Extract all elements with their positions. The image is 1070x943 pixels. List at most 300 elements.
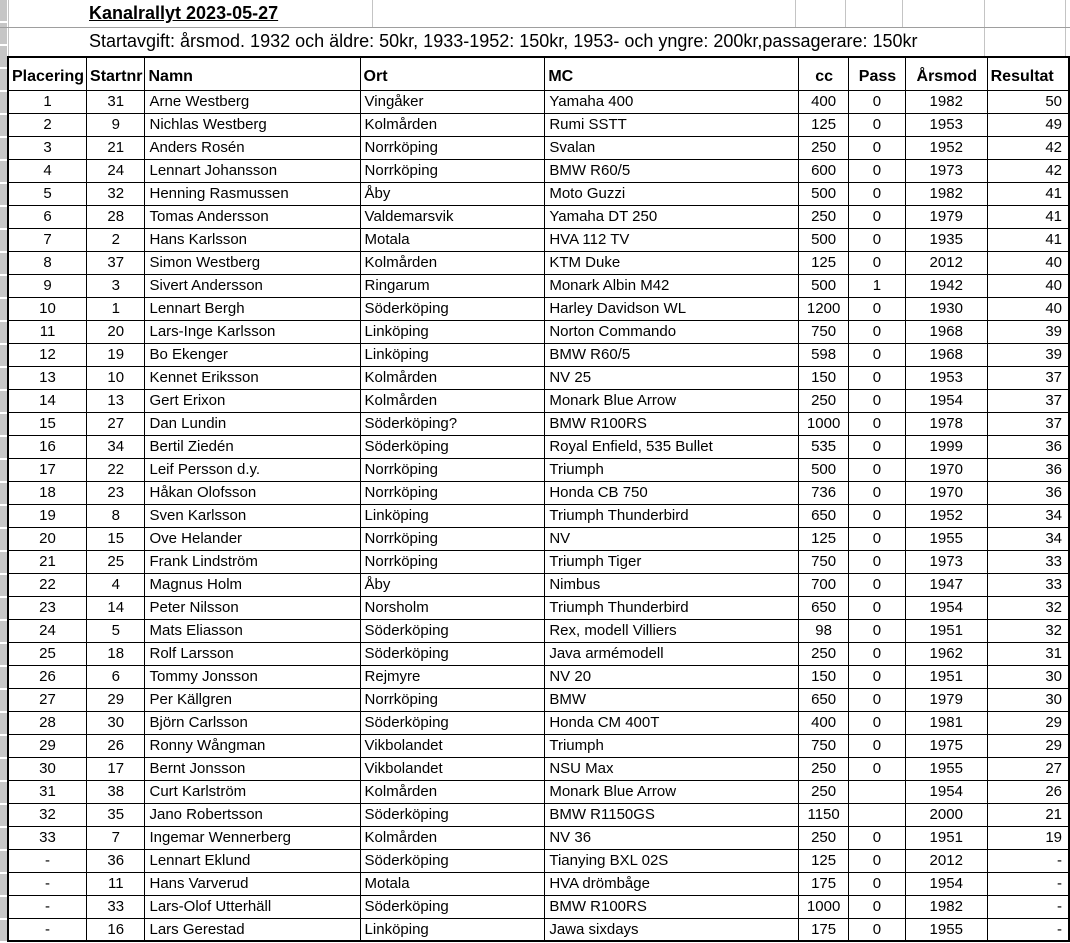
cell-ort[interactable]: Valdemarsvik	[360, 205, 545, 228]
cell-ort[interactable]: Söderköping	[360, 803, 545, 826]
cell-resultat[interactable]: 34	[987, 504, 1069, 527]
cell-startnr[interactable]: 19	[87, 343, 145, 366]
cell-placering[interactable]: 9	[8, 274, 87, 297]
cell-ort[interactable]: Ringarum	[360, 274, 545, 297]
cell-placering[interactable]: 27	[8, 688, 87, 711]
cell-mc[interactable]: NV 36	[545, 826, 799, 849]
cell-resultat[interactable]: 30	[987, 665, 1069, 688]
cell-mc[interactable]: Svalan	[545, 136, 799, 159]
cell-resultat[interactable]: 21	[987, 803, 1069, 826]
cell-cc[interactable]: 125	[799, 849, 849, 872]
cell-resultat[interactable]: 41	[987, 228, 1069, 251]
cell-mc[interactable]: Yamaha 400	[545, 90, 799, 113]
cell-ort[interactable]: Vingåker	[360, 90, 545, 113]
cell-placering[interactable]: 5	[8, 182, 87, 205]
cell-ort[interactable]: Norsholm	[360, 596, 545, 619]
cell-resultat[interactable]: 40	[987, 274, 1069, 297]
cell-namn[interactable]: Peter Nilsson	[145, 596, 360, 619]
cell-placering[interactable]: 22	[8, 573, 87, 596]
cell-mc[interactable]: Triumph	[545, 458, 799, 481]
cell-resultat[interactable]: 42	[987, 136, 1069, 159]
cell-startnr[interactable]: 32	[87, 182, 145, 205]
cell-startnr[interactable]: 7	[87, 826, 145, 849]
cell-startnr[interactable]: 20	[87, 320, 145, 343]
cell-startnr[interactable]: 25	[87, 550, 145, 573]
cell-cc[interactable]: 175	[799, 918, 849, 941]
cell-pass[interactable]: 0	[849, 550, 906, 573]
cell-mc[interactable]: Nimbus	[545, 573, 799, 596]
cell-arsmod[interactable]: 1970	[905, 458, 987, 481]
cell-pass[interactable]: 0	[849, 642, 906, 665]
cell-ort[interactable]: Söderköping	[360, 297, 545, 320]
cell-namn[interactable]: Hans Karlsson	[145, 228, 360, 251]
cell-arsmod[interactable]: 1970	[905, 481, 987, 504]
cell-arsmod[interactable]: 1978	[905, 412, 987, 435]
column-header-pass[interactable]: Pass	[849, 57, 906, 90]
cell-resultat[interactable]: 33	[987, 550, 1069, 573]
cell-namn[interactable]: Ingemar Wennerberg	[145, 826, 360, 849]
cell-ort[interactable]: Söderköping	[360, 895, 545, 918]
cell-pass[interactable]: 0	[849, 573, 906, 596]
cell-arsmod[interactable]: 1982	[905, 90, 987, 113]
cell-startnr[interactable]: 35	[87, 803, 145, 826]
cell-cc[interactable]: 150	[799, 366, 849, 389]
cell-arsmod[interactable]: 1942	[905, 274, 987, 297]
cell-mc[interactable]: BMW R60/5	[545, 159, 799, 182]
cell-placering[interactable]: -	[8, 849, 87, 872]
cell-namn[interactable]: Gert Erixon	[145, 389, 360, 412]
cell-cc[interactable]: 500	[799, 274, 849, 297]
column-header-resultat[interactable]: Resultat	[987, 57, 1069, 90]
cell-ort[interactable]: Kolmården	[360, 780, 545, 803]
cell-resultat[interactable]: 36	[987, 481, 1069, 504]
fee-info-cell[interactable]: Startavgift: årsmod. 1932 och äldre: 50kr, 1933-1952: 150kr, 1953- och yngre: 200kr,passagerare: 150kr	[89, 28, 923, 55]
cell-namn[interactable]: Lars-Olof Utterhäll	[145, 895, 360, 918]
cell-pass[interactable]: 0	[849, 688, 906, 711]
cell-resultat[interactable]: 49	[987, 113, 1069, 136]
cell-arsmod[interactable]: 1979	[905, 205, 987, 228]
cell-arsmod[interactable]: 1935	[905, 228, 987, 251]
cell-mc[interactable]: Tianying BXL 02S	[545, 849, 799, 872]
cell-cc[interactable]: 400	[799, 90, 849, 113]
cell-mc[interactable]: NSU Max	[545, 757, 799, 780]
cell-arsmod[interactable]: 1954	[905, 780, 987, 803]
cell-pass[interactable]: 0	[849, 757, 906, 780]
cell-namn[interactable]: Simon Westberg	[145, 251, 360, 274]
cell-resultat[interactable]: 41	[987, 182, 1069, 205]
cell-cc[interactable]: 125	[799, 251, 849, 274]
cell-mc[interactable]: Triumph Tiger	[545, 550, 799, 573]
cell-namn[interactable]: Henning Rasmussen	[145, 182, 360, 205]
cell-ort[interactable]: Norrköping	[360, 481, 545, 504]
cell-mc[interactable]: BMW R60/5	[545, 343, 799, 366]
cell-pass[interactable]: 0	[849, 228, 906, 251]
cell-placering[interactable]: 32	[8, 803, 87, 826]
cell-resultat[interactable]: -	[987, 918, 1069, 941]
cell-pass[interactable]: 0	[849, 872, 906, 895]
cell-mc[interactable]: Honda CM 400T	[545, 711, 799, 734]
cell-startnr[interactable]: 30	[87, 711, 145, 734]
cell-resultat[interactable]: 36	[987, 435, 1069, 458]
cell-mc[interactable]: Norton Commando	[545, 320, 799, 343]
cell-namn[interactable]: Leif Persson d.y.	[145, 458, 360, 481]
cell-namn[interactable]: Curt Karlström	[145, 780, 360, 803]
cell-cc[interactable]: 750	[799, 550, 849, 573]
cell-ort[interactable]: Motala	[360, 872, 545, 895]
cell-ort[interactable]: Linköping	[360, 918, 545, 941]
cell-startnr[interactable]: 10	[87, 366, 145, 389]
cell-mc[interactable]: Triumph Thunderbird	[545, 596, 799, 619]
cell-startnr[interactable]: 24	[87, 159, 145, 182]
cell-placering[interactable]: 13	[8, 366, 87, 389]
cell-cc[interactable]: 1200	[799, 297, 849, 320]
cell-namn[interactable]: Ove Helander	[145, 527, 360, 550]
cell-placering[interactable]: 2	[8, 113, 87, 136]
cell-ort[interactable]: Linköping	[360, 343, 545, 366]
cell-namn[interactable]: Jano Robertsson	[145, 803, 360, 826]
cell-namn[interactable]: Hans Varverud	[145, 872, 360, 895]
cell-ort[interactable]: Vikbolandet	[360, 734, 545, 757]
cell-resultat[interactable]: 40	[987, 251, 1069, 274]
cell-resultat[interactable]: -	[987, 872, 1069, 895]
cell-mc[interactable]: Yamaha DT 250	[545, 205, 799, 228]
cell-startnr[interactable]: 18	[87, 642, 145, 665]
cell-ort[interactable]: Söderköping?	[360, 412, 545, 435]
cell-cc[interactable]: 150	[799, 665, 849, 688]
cell-resultat[interactable]: 41	[987, 205, 1069, 228]
cell-namn[interactable]: Rolf Larsson	[145, 642, 360, 665]
cell-resultat[interactable]: 37	[987, 389, 1069, 412]
cell-mc[interactable]: Honda CB 750	[545, 481, 799, 504]
cell-startnr[interactable]: 21	[87, 136, 145, 159]
cell-mc[interactable]: BMW R100RS	[545, 895, 799, 918]
cell-cc[interactable]: 500	[799, 182, 849, 205]
cell-pass[interactable]: 0	[849, 343, 906, 366]
cell-resultat[interactable]: 32	[987, 596, 1069, 619]
cell-startnr[interactable]: 38	[87, 780, 145, 803]
cell-pass[interactable]: 1	[849, 274, 906, 297]
cell-startnr[interactable]: 13	[87, 389, 145, 412]
cell-pass[interactable]: 0	[849, 665, 906, 688]
cell-namn[interactable]: Lennart Johansson	[145, 159, 360, 182]
cell-startnr[interactable]: 1	[87, 297, 145, 320]
cell-ort[interactable]: Linköping	[360, 320, 545, 343]
cell-placering[interactable]: 31	[8, 780, 87, 803]
column-header-ort[interactable]: Ort	[360, 57, 545, 90]
cell-arsmod[interactable]: 1955	[905, 757, 987, 780]
cell-ort[interactable]: Norrköping	[360, 159, 545, 182]
cell-placering[interactable]: -	[8, 872, 87, 895]
cell-mc[interactable]: NV	[545, 527, 799, 550]
cell-ort[interactable]: Motala	[360, 228, 545, 251]
cell-placering[interactable]: 30	[8, 757, 87, 780]
cell-mc[interactable]: KTM Duke	[545, 251, 799, 274]
cell-placering[interactable]: 14	[8, 389, 87, 412]
cell-resultat[interactable]: 29	[987, 711, 1069, 734]
cell-namn[interactable]: Bertil Ziedén	[145, 435, 360, 458]
cell-resultat[interactable]: 34	[987, 527, 1069, 550]
cell-ort[interactable]: Norrköping	[360, 550, 545, 573]
cell-arsmod[interactable]: 1955	[905, 918, 987, 941]
cell-pass[interactable]: 0	[849, 826, 906, 849]
cell-cc[interactable]: 250	[799, 757, 849, 780]
cell-startnr[interactable]: 29	[87, 688, 145, 711]
cell-resultat[interactable]: 37	[987, 412, 1069, 435]
cell-ort[interactable]: Söderköping	[360, 619, 545, 642]
cell-resultat[interactable]: -	[987, 849, 1069, 872]
column-header-mc[interactable]: MC	[545, 57, 799, 90]
cell-arsmod[interactable]: 1982	[905, 895, 987, 918]
cell-placering[interactable]: 3	[8, 136, 87, 159]
cell-startnr[interactable]: 3	[87, 274, 145, 297]
cell-startnr[interactable]: 2	[87, 228, 145, 251]
cell-namn[interactable]: Anders Rosén	[145, 136, 360, 159]
column-header-placering[interactable]: Placering	[8, 57, 87, 90]
cell-pass[interactable]: 0	[849, 527, 906, 550]
cell-cc[interactable]: 250	[799, 389, 849, 412]
cell-placering[interactable]: -	[8, 895, 87, 918]
cell-ort[interactable]: Söderköping	[360, 711, 545, 734]
cell-arsmod[interactable]: 1982	[905, 182, 987, 205]
cell-resultat[interactable]: 39	[987, 343, 1069, 366]
cell-pass[interactable]: 0	[849, 366, 906, 389]
cell-pass[interactable]: 0	[849, 734, 906, 757]
cell-arsmod[interactable]: 1954	[905, 596, 987, 619]
cell-cc[interactable]: 125	[799, 527, 849, 550]
column-header-namn[interactable]: Namn	[145, 57, 360, 90]
cell-startnr[interactable]: 15	[87, 527, 145, 550]
cell-startnr[interactable]: 23	[87, 481, 145, 504]
cell-pass[interactable]: 0	[849, 320, 906, 343]
column-header-cc[interactable]: cc	[799, 57, 849, 90]
cell-resultat[interactable]: 27	[987, 757, 1069, 780]
cell-ort[interactable]: Vikbolandet	[360, 757, 545, 780]
cell-startnr[interactable]: 27	[87, 412, 145, 435]
cell-placering[interactable]: 8	[8, 251, 87, 274]
cell-pass[interactable]: 0	[849, 251, 906, 274]
cell-resultat[interactable]: 37	[987, 366, 1069, 389]
cell-mc[interactable]: Java armémodell	[545, 642, 799, 665]
cell-arsmod[interactable]: 1955	[905, 527, 987, 550]
cell-arsmod[interactable]: 1930	[905, 297, 987, 320]
cell-namn[interactable]: Ronny Wångman	[145, 734, 360, 757]
cell-startnr[interactable]: 31	[87, 90, 145, 113]
cell-arsmod[interactable]: 1973	[905, 159, 987, 182]
cell-startnr[interactable]: 36	[87, 849, 145, 872]
cell-startnr[interactable]: 37	[87, 251, 145, 274]
cell-resultat[interactable]: 50	[987, 90, 1069, 113]
cell-placering[interactable]: 17	[8, 458, 87, 481]
cell-resultat[interactable]: 31	[987, 642, 1069, 665]
cell-cc[interactable]: 125	[799, 113, 849, 136]
cell-mc[interactable]: Jawa sixdays	[545, 918, 799, 941]
cell-placering[interactable]: 19	[8, 504, 87, 527]
cell-cc[interactable]: 400	[799, 711, 849, 734]
cell-namn[interactable]: Sven Karlsson	[145, 504, 360, 527]
column-header-startnr[interactable]: Startnr	[87, 57, 145, 90]
cell-resultat[interactable]: 32	[987, 619, 1069, 642]
cell-cc[interactable]: 1000	[799, 895, 849, 918]
cell-namn[interactable]: Magnus Holm	[145, 573, 360, 596]
cell-placering[interactable]: 23	[8, 596, 87, 619]
cell-cc[interactable]: 750	[799, 734, 849, 757]
cell-startnr[interactable]: 34	[87, 435, 145, 458]
cell-arsmod[interactable]: 2012	[905, 251, 987, 274]
cell-ort[interactable]: Söderköping	[360, 849, 545, 872]
cell-namn[interactable]: Dan Lundin	[145, 412, 360, 435]
cell-namn[interactable]: Lennart Eklund	[145, 849, 360, 872]
cell-startnr[interactable]: 9	[87, 113, 145, 136]
cell-pass[interactable]: 0	[849, 435, 906, 458]
cell-startnr[interactable]: 5	[87, 619, 145, 642]
cell-pass[interactable]: 0	[849, 297, 906, 320]
cell-placering[interactable]: 33	[8, 826, 87, 849]
cell-mc[interactable]: BMW R1150GS	[545, 803, 799, 826]
cell-pass[interactable]: 0	[849, 159, 906, 182]
cell-mc[interactable]: NV 25	[545, 366, 799, 389]
cell-ort[interactable]: Kolmården	[360, 251, 545, 274]
cell-resultat[interactable]: 30	[987, 688, 1069, 711]
cell-placering[interactable]: 18	[8, 481, 87, 504]
cell-namn[interactable]: Sivert Andersson	[145, 274, 360, 297]
cell-mc[interactable]: Triumph Thunderbird	[545, 504, 799, 527]
cell-resultat[interactable]: 36	[987, 458, 1069, 481]
cell-namn[interactable]: Håkan Olofsson	[145, 481, 360, 504]
cell-placering[interactable]: 1	[8, 90, 87, 113]
cell-mc[interactable]: NV 20	[545, 665, 799, 688]
cell-placering[interactable]: 7	[8, 228, 87, 251]
cell-arsmod[interactable]: 1954	[905, 389, 987, 412]
cell-startnr[interactable]: 4	[87, 573, 145, 596]
cell-cc[interactable]: 98	[799, 619, 849, 642]
cell-namn[interactable]: Bernt Jonsson	[145, 757, 360, 780]
cell-pass[interactable]: 0	[849, 481, 906, 504]
cell-startnr[interactable]: 6	[87, 665, 145, 688]
cell-cc[interactable]: 700	[799, 573, 849, 596]
cell-arsmod[interactable]: 1981	[905, 711, 987, 734]
cell-startnr[interactable]: 11	[87, 872, 145, 895]
cell-pass[interactable]: 0	[849, 389, 906, 412]
cell-mc[interactable]: Monark Blue Arrow	[545, 780, 799, 803]
cell-arsmod[interactable]: 1952	[905, 136, 987, 159]
cell-ort[interactable]: Kolmården	[360, 113, 545, 136]
cell-pass[interactable]: 0	[849, 619, 906, 642]
cell-namn[interactable]: Arne Westberg	[145, 90, 360, 113]
cell-placering[interactable]: 21	[8, 550, 87, 573]
cell-ort[interactable]: Söderköping	[360, 642, 545, 665]
cell-startnr[interactable]: 8	[87, 504, 145, 527]
cell-mc[interactable]: Royal Enfield, 535 Bullet	[545, 435, 799, 458]
cell-ort[interactable]: Kolmården	[360, 826, 545, 849]
cell-mc[interactable]: HVA 112 TV	[545, 228, 799, 251]
cell-placering[interactable]: 28	[8, 711, 87, 734]
cell-mc[interactable]: BMW	[545, 688, 799, 711]
cell-placering[interactable]: 26	[8, 665, 87, 688]
cell-startnr[interactable]: 17	[87, 757, 145, 780]
cell-arsmod[interactable]: 1953	[905, 366, 987, 389]
cell-cc[interactable]: 600	[799, 159, 849, 182]
cell-arsmod[interactable]: 1999	[905, 435, 987, 458]
cell-namn[interactable]: Per Källgren	[145, 688, 360, 711]
cell-ort[interactable]: Åby	[360, 182, 545, 205]
cell-cc[interactable]: 650	[799, 504, 849, 527]
cell-placering[interactable]: 11	[8, 320, 87, 343]
cell-mc[interactable]: Monark Albin M42	[545, 274, 799, 297]
cell-mc[interactable]: BMW R100RS	[545, 412, 799, 435]
column-header-arsmod[interactable]: Årsmod	[905, 57, 987, 90]
cell-pass[interactable]	[849, 803, 906, 826]
cell-ort[interactable]: Rejmyre	[360, 665, 545, 688]
cell-arsmod[interactable]: 1954	[905, 872, 987, 895]
cell-pass[interactable]: 0	[849, 136, 906, 159]
cell-startnr[interactable]: 28	[87, 205, 145, 228]
cell-ort[interactable]: Norrköping	[360, 136, 545, 159]
cell-startnr[interactable]: 33	[87, 895, 145, 918]
cell-arsmod[interactable]: 1951	[905, 826, 987, 849]
cell-resultat[interactable]: 26	[987, 780, 1069, 803]
cell-pass[interactable]: 0	[849, 205, 906, 228]
cell-cc[interactable]: 250	[799, 780, 849, 803]
cell-placering[interactable]: 29	[8, 734, 87, 757]
cell-resultat[interactable]: 29	[987, 734, 1069, 757]
cell-ort[interactable]: Kolmården	[360, 366, 545, 389]
cell-namn[interactable]: Lennart Bergh	[145, 297, 360, 320]
cell-namn[interactable]: Tommy Jonsson	[145, 665, 360, 688]
cell-cc[interactable]: 1150	[799, 803, 849, 826]
cell-resultat[interactable]: 33	[987, 573, 1069, 596]
cell-resultat[interactable]: 19	[987, 826, 1069, 849]
cell-cc[interactable]: 1000	[799, 412, 849, 435]
cell-mc[interactable]: Triumph	[545, 734, 799, 757]
cell-arsmod[interactable]: 1952	[905, 504, 987, 527]
cell-ort[interactable]: Kolmården	[360, 389, 545, 412]
cell-namn[interactable]: Björn Carlsson	[145, 711, 360, 734]
cell-namn[interactable]: Nichlas Westberg	[145, 113, 360, 136]
cell-pass[interactable]: 0	[849, 504, 906, 527]
cell-arsmod[interactable]: 1968	[905, 343, 987, 366]
cell-placering[interactable]: 20	[8, 527, 87, 550]
cell-cc[interactable]: 250	[799, 826, 849, 849]
cell-namn[interactable]: Kennet Eriksson	[145, 366, 360, 389]
cell-namn[interactable]: Tomas Andersson	[145, 205, 360, 228]
cell-placering[interactable]: 24	[8, 619, 87, 642]
cell-namn[interactable]: Lars Gerestad	[145, 918, 360, 941]
cell-pass[interactable]: 0	[849, 412, 906, 435]
cell-pass[interactable]: 0	[849, 90, 906, 113]
cell-arsmod[interactable]: 1951	[905, 619, 987, 642]
cell-mc[interactable]: Rumi SSTT	[545, 113, 799, 136]
cell-ort[interactable]: Söderköping	[360, 435, 545, 458]
cell-arsmod[interactable]: 1968	[905, 320, 987, 343]
cell-pass[interactable]: 0	[849, 895, 906, 918]
cell-namn[interactable]: Mats Eliasson	[145, 619, 360, 642]
cell-mc[interactable]: Harley Davidson WL	[545, 297, 799, 320]
cell-resultat[interactable]: 42	[987, 159, 1069, 182]
cell-cc[interactable]: 535	[799, 435, 849, 458]
cell-arsmod[interactable]: 2012	[905, 849, 987, 872]
cell-placering[interactable]: 6	[8, 205, 87, 228]
cell-arsmod[interactable]: 1979	[905, 688, 987, 711]
cell-mc[interactable]: Moto Guzzi	[545, 182, 799, 205]
cell-namn[interactable]: Frank Lindström	[145, 550, 360, 573]
cell-resultat[interactable]: 40	[987, 297, 1069, 320]
cell-placering[interactable]: 25	[8, 642, 87, 665]
cell-mc[interactable]: Monark Blue Arrow	[545, 389, 799, 412]
cell-cc[interactable]: 598	[799, 343, 849, 366]
cell-ort[interactable]: Åby	[360, 573, 545, 596]
cell-arsmod[interactable]: 1973	[905, 550, 987, 573]
cell-namn[interactable]: Bo Ekenger	[145, 343, 360, 366]
